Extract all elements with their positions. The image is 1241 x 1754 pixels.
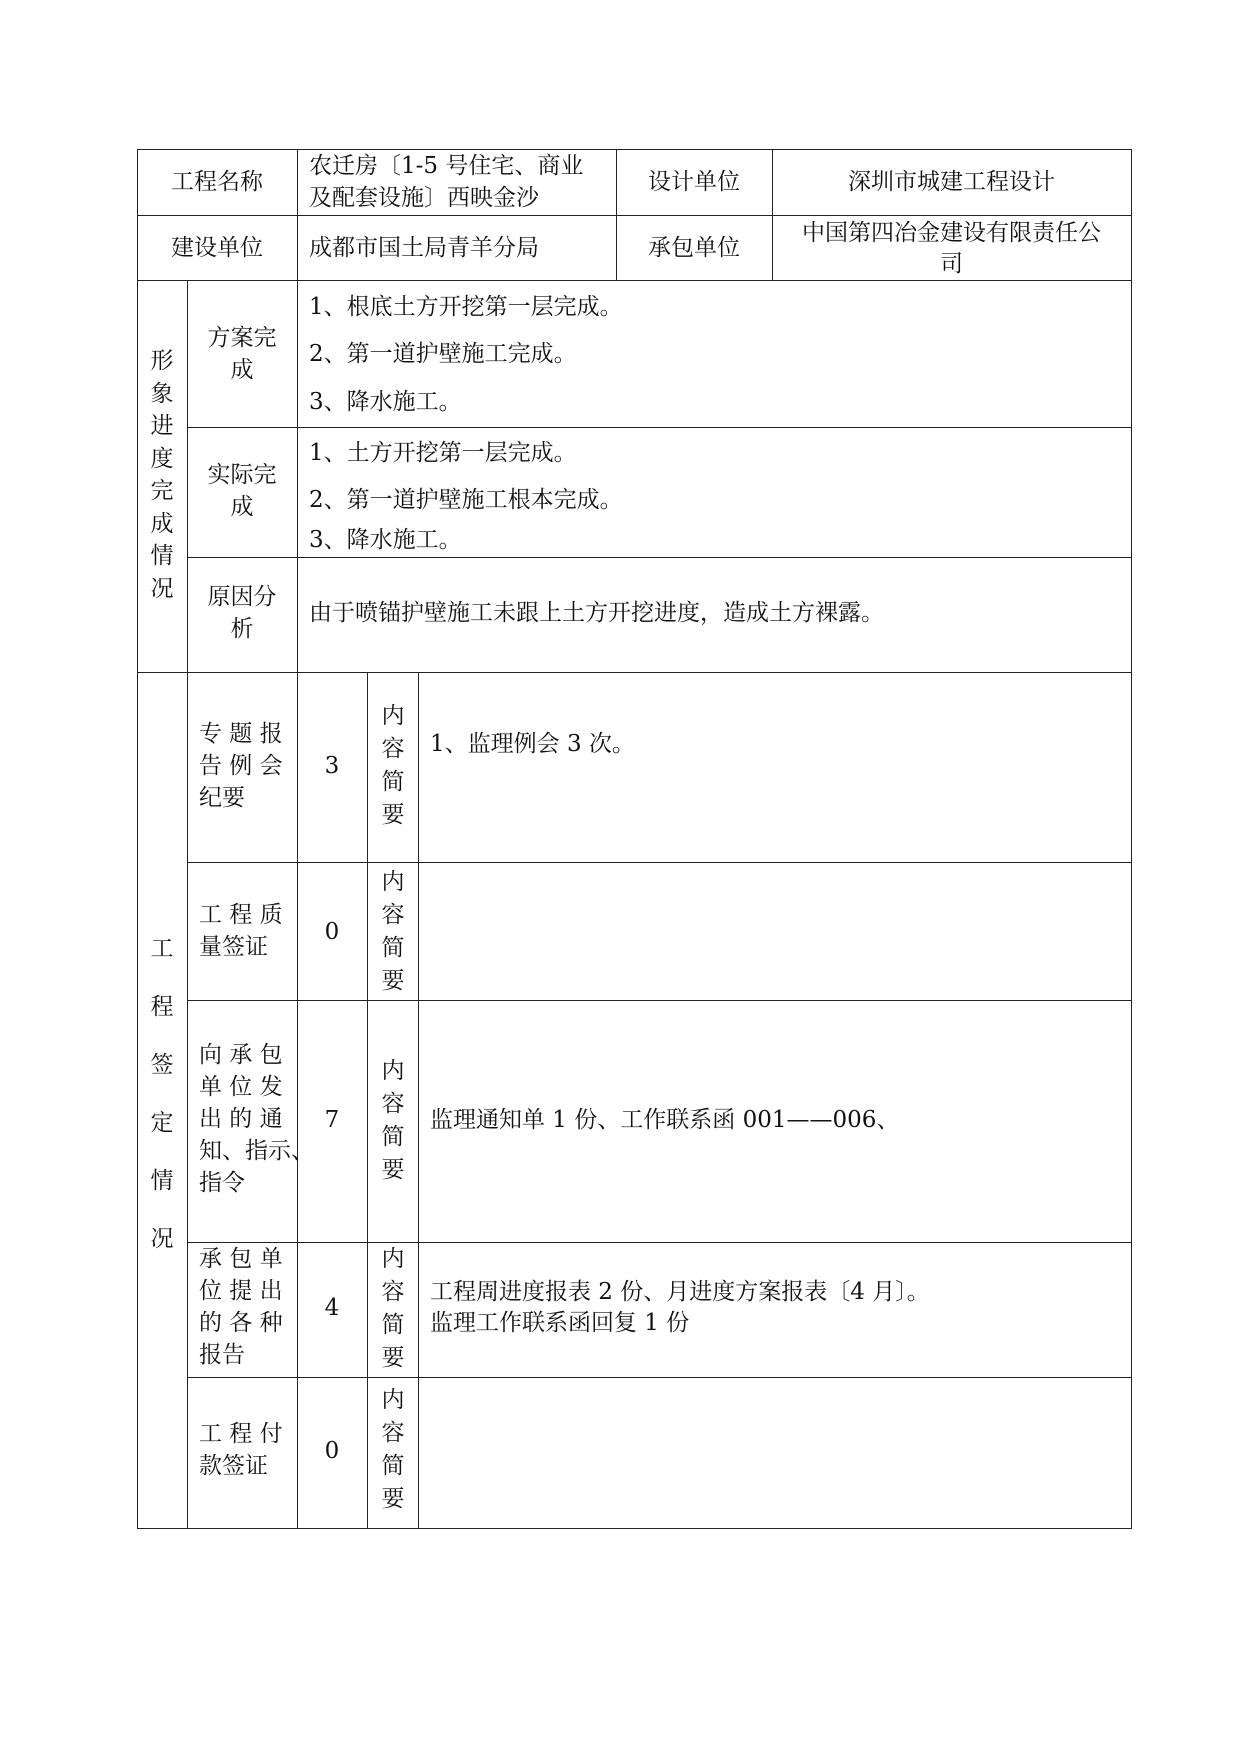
signoff-row-1-content: 1、监理例会 3 次。 (430, 731, 635, 757)
signoff-row-4-content-label: 内 容 简 要 (381, 1246, 405, 1371)
project-name-label: 工程名称 (171, 169, 263, 195)
signoff-row-5-content-label: 内 容 简 要 (381, 1387, 405, 1512)
project-name-line1: 农迁房〔1-5 号住宅、商业 (309, 153, 584, 179)
signoff-row-1-content-label: 内 容 简 要 (381, 703, 405, 828)
plan-label: 方案完 成 (207, 325, 277, 383)
signoff-row-3-content: 监理通知单 1 份、工作联系函 001——006、 (430, 1107, 900, 1133)
reason-label: 原因分 析 (207, 584, 277, 642)
plan-item-3: 3、降水施工。 (309, 389, 462, 415)
contractor-label: 承包单位 (648, 235, 740, 261)
signoff-row-1-count: 3 (324, 753, 340, 779)
signoff-row-4-count: 4 (324, 1295, 340, 1321)
contractor-line1: 中国第四冶金建设有限责任公 (802, 220, 1101, 246)
construction-unit-value: 成都市国土局青羊分局 (309, 235, 539, 261)
actual-label: 实际完 成 (207, 462, 277, 520)
progress-section-title: 形 象 进 度 完 成 情 况 (150, 348, 174, 602)
signoff-row-1-label: 专 题 报 告 例 会 纪要 (199, 721, 283, 811)
signoff-row-4-content-1: 工程周进度报表 2 份、月进度方案报表〔4 月〕。 (430, 1279, 930, 1305)
design-unit-value: 深圳市城建工程设计 (848, 169, 1055, 195)
actual-item-2: 2、第一道护壁施工根本完成。 (309, 487, 623, 513)
signoff-row-3-label: 向 承 包 单 位 发 出 的 通 知、指示、 指令 (199, 1042, 314, 1196)
plan-item-1: 1、根底土方开挖第一层完成。 (309, 294, 623, 320)
plan-item-2: 2、第一道护壁施工完成。 (309, 341, 577, 367)
signoff-row-2-label: 工 程 质 量签证 (199, 902, 283, 960)
signoff-row-3-content-label: 内 容 简 要 (381, 1058, 405, 1183)
signoff-row-2-count: 0 (324, 919, 340, 945)
signoff-row-5-label: 工 程 付 款签证 (199, 1421, 283, 1479)
reason-text: 由于喷锚护壁施工未跟上土方开挖进度，造成土方裸露。 (309, 600, 884, 626)
signoff-row-4-content-2: 监理工作联系函回复 1 份 (430, 1310, 690, 1336)
signoff-row-3-count: 7 (324, 1107, 340, 1133)
signoff-row-2-content-label: 内 容 简 要 (381, 869, 405, 994)
contractor-line2: 司 (940, 251, 963, 277)
actual-item-1: 1、土方开挖第一层完成。 (309, 440, 577, 466)
signoff-row-4-label: 承 包 单 位 提 出 的 各 种 报告 (199, 1246, 283, 1368)
actual-item-3: 3、降水施工。 (309, 527, 462, 553)
signoff-row-5-count: 0 (324, 1438, 340, 1464)
signoff-section-title: 工 程 签 定 情 况 (150, 936, 174, 1252)
project-name-line2: 及配套设施〕西映金沙 (309, 185, 539, 211)
construction-unit-label: 建设单位 (171, 235, 263, 261)
design-unit-label: 设计单位 (648, 169, 740, 195)
